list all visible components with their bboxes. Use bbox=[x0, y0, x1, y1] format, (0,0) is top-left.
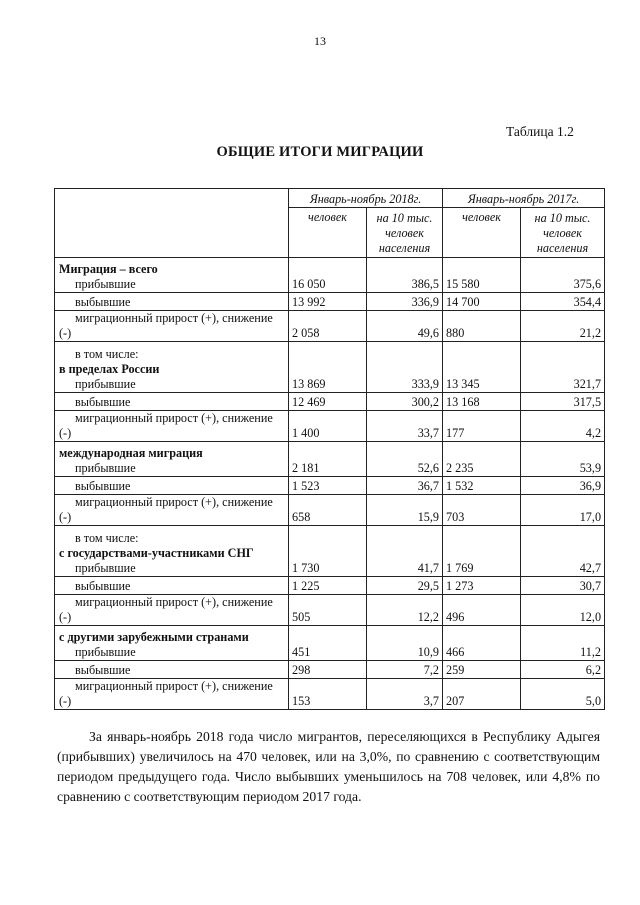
section-heading: в пределах России bbox=[59, 362, 160, 376]
section-heading: Миграция – всего bbox=[59, 262, 158, 276]
per10k-line2: человек bbox=[543, 226, 582, 240]
col-per10k-2017 bbox=[521, 208, 605, 258]
row-label: миграционный прирост (+), снижение bbox=[75, 679, 273, 693]
row-label-cell bbox=[55, 661, 289, 679]
value-2017-per10k: 42,7 bbox=[521, 526, 605, 577]
table-row bbox=[55, 258, 605, 293]
row-label: выбывшие bbox=[75, 479, 131, 493]
per10k-line3: населения bbox=[378, 241, 431, 255]
section-intro: в том числе: bbox=[75, 531, 139, 545]
value-2017-people: 14 700 bbox=[443, 293, 521, 311]
row-label-continued: (-) bbox=[59, 326, 72, 340]
value-2017-people: 880 bbox=[443, 311, 521, 342]
value-2018-people: 153 bbox=[289, 679, 367, 710]
value-2017-people: 13 168 bbox=[443, 393, 521, 411]
table-row bbox=[55, 577, 605, 595]
value-2017-per10k: 317,5 bbox=[521, 393, 605, 411]
value-2017-people: 466 bbox=[443, 626, 521, 661]
section-heading: с другими зарубежными странами bbox=[59, 630, 249, 644]
value-2018-per10k: 36,7 bbox=[367, 477, 443, 495]
value-2018-people: 1 400 bbox=[289, 411, 367, 442]
section-heading: международная миграция bbox=[59, 446, 203, 460]
table-body bbox=[55, 258, 605, 710]
row-label-cell bbox=[55, 442, 289, 477]
row-label-cell bbox=[55, 526, 289, 577]
period-2017-header: Январь-ноябрь 2017г. bbox=[443, 189, 605, 208]
value-2018-people: 16 050 bbox=[289, 258, 367, 293]
value-2017-people: 1 769 bbox=[443, 526, 521, 577]
table-row bbox=[55, 679, 605, 710]
value-2018-people: 13 992 bbox=[289, 293, 367, 311]
value-2017-people: 2 235 bbox=[443, 442, 521, 477]
row-label-continued: (-) bbox=[59, 510, 72, 524]
value-2018-per10k: 49,6 bbox=[367, 311, 443, 342]
value-2018-people: 2 181 bbox=[289, 442, 367, 477]
table-row bbox=[55, 495, 605, 526]
value-2017-people: 1 273 bbox=[443, 577, 521, 595]
row-label-cell bbox=[55, 393, 289, 411]
value-2017-people: 177 bbox=[443, 411, 521, 442]
row-label-cell bbox=[55, 342, 289, 393]
per10k-line1: на 10 тыс. bbox=[376, 211, 433, 225]
value-2017-per10k: 11,2 bbox=[521, 626, 605, 661]
value-2018-people: 298 bbox=[289, 661, 367, 679]
value-2018-people: 13 869 bbox=[289, 342, 367, 393]
value-2017-per10k: 6,2 bbox=[521, 661, 605, 679]
value-2018-people: 12 469 bbox=[289, 393, 367, 411]
value-2018-people: 658 bbox=[289, 495, 367, 526]
row-label-cell bbox=[55, 311, 289, 342]
row-label: выбывшие bbox=[75, 395, 131, 409]
table-row bbox=[55, 595, 605, 626]
col-people-2018: человек bbox=[289, 208, 367, 258]
row-label-cell bbox=[55, 495, 289, 526]
value-2017-per10k: 354,4 bbox=[521, 293, 605, 311]
value-2017-people: 13 345 bbox=[443, 342, 521, 393]
table-label: Таблица 1.2 bbox=[506, 124, 574, 139]
value-2018-people: 2 058 bbox=[289, 311, 367, 342]
row-label: миграционный прирост (+), снижение bbox=[75, 411, 273, 425]
page-number: 13 bbox=[314, 34, 326, 48]
row-label-cell bbox=[55, 411, 289, 442]
row-label: выбывшие bbox=[75, 295, 131, 309]
value-2018-people: 451 bbox=[289, 626, 367, 661]
value-2018-per10k: 29,5 bbox=[367, 577, 443, 595]
value-2018-per10k: 52,6 bbox=[367, 442, 443, 477]
row-label-cell bbox=[55, 595, 289, 626]
section-heading: с государствами-участниками СНГ bbox=[59, 546, 254, 560]
value-2018-people: 1 523 bbox=[289, 477, 367, 495]
row-label-cell bbox=[55, 477, 289, 495]
row-label-cell bbox=[55, 626, 289, 661]
value-2017-per10k: 36,9 bbox=[521, 477, 605, 495]
row-label: миграционный прирост (+), снижение bbox=[75, 311, 273, 325]
row-label: выбывшие bbox=[75, 579, 131, 593]
row-label: прибывшие bbox=[75, 461, 136, 475]
table-row bbox=[55, 311, 605, 342]
section-intro: в том числе: bbox=[75, 347, 139, 361]
row-label-continued: (-) bbox=[59, 610, 72, 624]
header-blank-cell bbox=[55, 189, 289, 258]
table-row bbox=[55, 526, 605, 577]
table-row bbox=[55, 411, 605, 442]
migration-table bbox=[54, 188, 605, 710]
value-2018-per10k: 333,9 bbox=[367, 342, 443, 393]
table-row bbox=[55, 393, 605, 411]
table-row bbox=[55, 661, 605, 679]
value-2018-people: 1 225 bbox=[289, 577, 367, 595]
table-row bbox=[55, 626, 605, 661]
value-2018-per10k: 7,2 bbox=[367, 661, 443, 679]
value-2018-per10k: 10,9 bbox=[367, 626, 443, 661]
value-2017-per10k: 53,9 bbox=[521, 442, 605, 477]
page-title: ОБЩИЕ ИТОГИ МИГРАЦИИ bbox=[216, 144, 424, 160]
value-2018-per10k: 300,2 bbox=[367, 393, 443, 411]
value-2017-people: 15 580 bbox=[443, 258, 521, 293]
per10k-line3: населения bbox=[536, 241, 589, 255]
period-2018-header: Январь-ноябрь 2018г. bbox=[289, 189, 443, 208]
table-row bbox=[55, 442, 605, 477]
row-label: прибывшие bbox=[75, 277, 136, 291]
value-2017-per10k: 4,2 bbox=[521, 411, 605, 442]
per10k-line2: человек bbox=[385, 226, 424, 240]
value-2017-people: 1 532 bbox=[443, 477, 521, 495]
row-label-cell bbox=[55, 577, 289, 595]
value-2017-per10k: 21,2 bbox=[521, 311, 605, 342]
value-2018-people: 505 bbox=[289, 595, 367, 626]
row-label: прибывшие bbox=[75, 377, 136, 391]
value-2017-per10k: 12,0 bbox=[521, 595, 605, 626]
row-label: прибывшие bbox=[75, 561, 136, 575]
value-2018-per10k: 386,5 bbox=[367, 258, 443, 293]
value-2017-per10k: 321,7 bbox=[521, 342, 605, 393]
summary-paragraph: За январь-ноябрь 2018 года число мигрантов, переселяющихся в Республику Адыгея (прибывших) увеличилось на 470 человек, или на 3,0%, по сравнению с соответствующим периодом предыдущего года. Число выбывших уменьшилось на 708 человек, или 4,8% по сравнению с соответствующим периодом 2017 года. bbox=[57, 729, 600, 804]
row-label-cell bbox=[55, 258, 289, 293]
value-2018-per10k: 336,9 bbox=[367, 293, 443, 311]
value-2018-per10k: 41,7 bbox=[367, 526, 443, 577]
value-2017-per10k: 5,0 bbox=[521, 679, 605, 710]
table-row bbox=[55, 342, 605, 393]
value-2017-per10k: 30,7 bbox=[521, 577, 605, 595]
value-2018-people: 1 730 bbox=[289, 526, 367, 577]
table-row bbox=[55, 477, 605, 495]
value-2017-people: 259 bbox=[443, 661, 521, 679]
value-2017-per10k: 375,6 bbox=[521, 258, 605, 293]
row-label-cell bbox=[55, 293, 289, 311]
row-label: прибывшие bbox=[75, 645, 136, 659]
table-row bbox=[55, 293, 605, 311]
col-people-2017: человек bbox=[443, 208, 521, 258]
row-label-continued: (-) bbox=[59, 694, 72, 708]
value-2018-per10k: 33,7 bbox=[367, 411, 443, 442]
row-label: миграционный прирост (+), снижение bbox=[75, 595, 273, 609]
per10k-line1: на 10 тыс. bbox=[534, 211, 591, 225]
row-label: миграционный прирост (+), снижение bbox=[75, 495, 273, 509]
value-2017-people: 207 bbox=[443, 679, 521, 710]
row-label-continued: (-) bbox=[59, 426, 72, 440]
row-label: выбывшие bbox=[75, 663, 131, 677]
col-per10k-2018 bbox=[367, 208, 443, 258]
value-2017-people: 703 bbox=[443, 495, 521, 526]
row-label-cell bbox=[55, 679, 289, 710]
value-2018-per10k: 15,9 bbox=[367, 495, 443, 526]
value-2018-per10k: 12,2 bbox=[367, 595, 443, 626]
value-2017-per10k: 17,0 bbox=[521, 495, 605, 526]
value-2017-people: 496 bbox=[443, 595, 521, 626]
value-2018-per10k: 3,7 bbox=[367, 679, 443, 710]
